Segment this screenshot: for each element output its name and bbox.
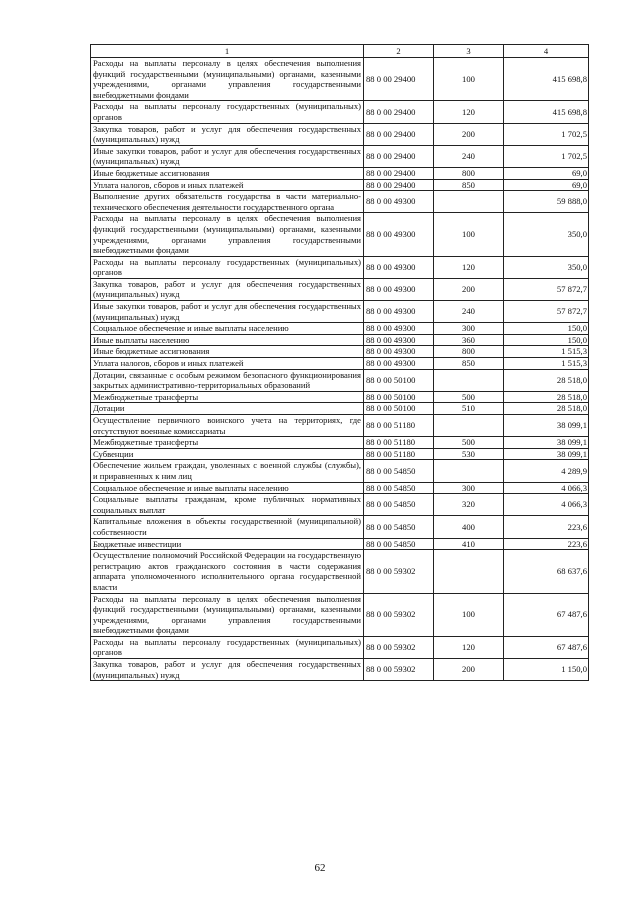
table-row — [91, 369, 589, 391]
row-type: 510 — [434, 403, 504, 415]
table-row — [91, 179, 589, 191]
header-cell-1: 1 — [91, 45, 364, 58]
row-name: Осуществление первичного воинского учета на территориях, где отсутствуют военные комиссариаты — [91, 415, 364, 437]
row-type: 120 — [434, 256, 504, 278]
table-row — [91, 58, 589, 101]
row-type: 200 — [434, 123, 504, 145]
table-row — [91, 346, 589, 358]
table-row — [91, 358, 589, 370]
row-code: 88 0 00 59302 — [364, 593, 434, 636]
table-row — [91, 538, 589, 550]
row-code: 88 0 00 49300 — [364, 323, 434, 335]
row-amount: 28 518,0 — [504, 403, 589, 415]
table-row — [91, 550, 589, 593]
row-amount: 1 702,5 — [504, 123, 589, 145]
table-row — [91, 213, 589, 256]
table-row — [91, 301, 589, 323]
row-type: 500 — [434, 437, 504, 449]
row-code: 88 0 00 50100 — [364, 391, 434, 403]
row-amount: 1 515,3 — [504, 358, 589, 370]
row-code: 88 0 00 59302 — [364, 636, 434, 658]
row-name: Закупка товаров, работ и услуг для обеспечения государственных (муниципальных) нужд — [91, 123, 364, 145]
page-number: 62 — [314, 862, 326, 874]
table-row — [91, 636, 589, 658]
table-header-row — [91, 45, 589, 58]
row-amount: 28 518,0 — [504, 369, 589, 391]
row-name: Иные бюджетные ассигнования — [91, 346, 364, 358]
row-amount: 1 702,5 — [504, 145, 589, 167]
row-name: Иные бюджетные ассигнования — [91, 167, 364, 179]
row-code: 88 0 00 51180 — [364, 437, 434, 449]
row-code: 88 0 00 51180 — [364, 448, 434, 460]
row-type — [434, 415, 504, 437]
row-code: 88 0 00 29400 — [364, 58, 434, 101]
row-type: 800 — [434, 346, 504, 358]
row-amount: 57 872,7 — [504, 301, 589, 323]
row-type: 240 — [434, 301, 504, 323]
row-amount: 38 099,1 — [504, 448, 589, 460]
row-amount: 57 872,7 — [504, 278, 589, 300]
row-code: 88 0 00 59302 — [364, 659, 434, 681]
row-code: 88 0 00 50100 — [364, 403, 434, 415]
row-type: 240 — [434, 145, 504, 167]
table-row — [91, 516, 589, 538]
table-row — [91, 659, 589, 681]
row-code: 88 0 00 54850 — [364, 538, 434, 550]
row-type: 200 — [434, 659, 504, 681]
row-code: 88 0 00 49300 — [364, 191, 434, 213]
row-type: 400 — [434, 516, 504, 538]
table-row — [91, 101, 589, 123]
row-type: 120 — [434, 636, 504, 658]
row-type: 850 — [434, 358, 504, 370]
table-row — [91, 391, 589, 403]
row-amount: 4 066,3 — [504, 494, 589, 516]
row-amount: 223,6 — [504, 516, 589, 538]
row-code: 88 0 00 29400 — [364, 101, 434, 123]
header-cell-2: 2 — [364, 45, 434, 58]
table-row — [91, 167, 589, 179]
row-name: Социальное обеспечение и иные выплаты населению — [91, 482, 364, 494]
row-name: Межбюджетные трансферты — [91, 391, 364, 403]
row-amount: 69,0 — [504, 179, 589, 191]
row-amount: 415 698,8 — [504, 58, 589, 101]
row-name: Социальное обеспечение и иные выплаты населению — [91, 323, 364, 335]
row-type: 100 — [434, 213, 504, 256]
row-type: 300 — [434, 323, 504, 335]
row-amount: 69,0 — [504, 167, 589, 179]
row-amount: 4 066,3 — [504, 482, 589, 494]
row-name: Расходы на выплаты персоналу государственных (муниципальных) органов — [91, 636, 364, 658]
row-type — [434, 191, 504, 213]
row-type — [434, 369, 504, 391]
row-name: Обеспечение жильем граждан, уволенных с военной службы (службы), и приравненных к ним лиц — [91, 460, 364, 482]
row-name: Дотации, связанные с особым режимом безопасного функционирования закрытых административно-территориальных образований — [91, 369, 364, 391]
row-code: 88 0 00 49300 — [364, 346, 434, 358]
row-amount: 68 637,6 — [504, 550, 589, 593]
row-amount: 59 888,0 — [504, 191, 589, 213]
row-type: 100 — [434, 58, 504, 101]
row-type — [434, 550, 504, 593]
row-amount: 4 289,9 — [504, 460, 589, 482]
table-row — [91, 494, 589, 516]
table-row — [91, 323, 589, 335]
table-row — [91, 334, 589, 346]
row-amount: 415 698,8 — [504, 101, 589, 123]
table-row — [91, 278, 589, 300]
row-code: 88 0 00 29400 — [364, 167, 434, 179]
row-type: 100 — [434, 593, 504, 636]
row-name: Капитальные вложения в объекты государственной (муниципальной) собственности — [91, 516, 364, 538]
row-type: 500 — [434, 391, 504, 403]
row-name: Субвенции — [91, 448, 364, 460]
row-code: 88 0 00 49300 — [364, 256, 434, 278]
table-row — [91, 123, 589, 145]
row-name: Выполнение других обязательств государства в части материально-технического обеспечения деятельности государственного органа — [91, 191, 364, 213]
table-row — [91, 593, 589, 636]
row-code: 88 0 00 29400 — [364, 123, 434, 145]
row-code: 88 0 00 49300 — [364, 213, 434, 256]
row-name: Уплата налогов, сборов и иных платежей — [91, 358, 364, 370]
row-type: 360 — [434, 334, 504, 346]
row-name: Расходы на выплаты персоналу государственных (муниципальных) органов — [91, 101, 364, 123]
row-amount: 28 518,0 — [504, 391, 589, 403]
row-name: Иные закупки товаров, работ и услуг для обеспечения государственных (муниципальных) нужд — [91, 145, 364, 167]
row-amount: 350,0 — [504, 213, 589, 256]
row-code: 88 0 00 54850 — [364, 494, 434, 516]
row-type: 300 — [434, 482, 504, 494]
row-amount: 38 099,1 — [504, 415, 589, 437]
row-amount: 38 099,1 — [504, 437, 589, 449]
row-amount: 67 487,6 — [504, 593, 589, 636]
row-code: 88 0 00 59302 — [364, 550, 434, 593]
row-amount: 223,6 — [504, 538, 589, 550]
row-code: 88 0 00 54850 — [364, 482, 434, 494]
table-row — [91, 448, 589, 460]
table-row — [91, 145, 589, 167]
table-row — [91, 191, 589, 213]
row-type — [434, 460, 504, 482]
row-code: 88 0 00 49300 — [364, 301, 434, 323]
row-name: Расходы на выплаты персоналу государственных (муниципальных) органов — [91, 256, 364, 278]
table-row — [91, 437, 589, 449]
row-name: Иные закупки товаров, работ и услуг для обеспечения государственных (муниципальных) нужд — [91, 301, 364, 323]
row-code: 88 0 00 51180 — [364, 415, 434, 437]
row-amount: 1 150,0 — [504, 659, 589, 681]
row-code: 88 0 00 54850 — [364, 460, 434, 482]
row-code: 88 0 00 49300 — [364, 358, 434, 370]
row-name: Расходы на выплаты персоналу в целях обеспечения выполнения функций государственными (муниципальными) органами, казенными учреждениями, органами управления государственными внебюджетными фондами — [91, 58, 364, 101]
header-cell-4: 4 — [504, 45, 589, 58]
row-type: 530 — [434, 448, 504, 460]
row-name: Уплата налогов, сборов и иных платежей — [91, 179, 364, 191]
row-amount: 150,0 — [504, 334, 589, 346]
table-row — [91, 403, 589, 415]
row-type: 200 — [434, 278, 504, 300]
row-name: Социальные выплаты гражданам, кроме публичных нормативных социальных выплат — [91, 494, 364, 516]
table-row — [91, 482, 589, 494]
row-code: 88 0 00 29400 — [364, 145, 434, 167]
row-name: Межбюджетные трансферты — [91, 437, 364, 449]
row-name: Бюджетные инвестиции — [91, 538, 364, 550]
header-cell-3: 3 — [434, 45, 504, 58]
row-name: Расходы на выплаты персоналу в целях обеспечения выполнения функций государственными (муниципальными) органами, казенными учреждениями, органами управления государственными внебюджетными фондами — [91, 593, 364, 636]
row-amount: 1 515,3 — [504, 346, 589, 358]
row-name: Закупка товаров, работ и услуг для обеспечения государственных (муниципальных) нужд — [91, 659, 364, 681]
row-code: 88 0 00 29400 — [364, 179, 434, 191]
row-type: 120 — [434, 101, 504, 123]
row-code: 88 0 00 49300 — [364, 278, 434, 300]
row-name: Иные выплаты населению — [91, 334, 364, 346]
row-code: 88 0 00 50100 — [364, 369, 434, 391]
row-name: Дотации — [91, 403, 364, 415]
table-row — [91, 460, 589, 482]
row-name: Осуществление полномочий Российской Федерации на государственную регистрацию актов гражданского состояния в части содержания аппарата уполномоченного исполнительного органа государственной власти — [91, 550, 364, 593]
row-code: 88 0 00 49300 — [364, 334, 434, 346]
row-type: 320 — [434, 494, 504, 516]
row-type: 410 — [434, 538, 504, 550]
budget-table — [90, 44, 589, 681]
row-code: 88 0 00 54850 — [364, 516, 434, 538]
row-name: Расходы на выплаты персоналу в целях обеспечения выполнения функций государственными (муниципальными) органами, казенными учреждениями, органами управления государственными внебюджетными фондами — [91, 213, 364, 256]
row-amount: 67 487,6 — [504, 636, 589, 658]
row-name: Закупка товаров, работ и услуг для обеспечения государственных (муниципальных) нужд — [91, 278, 364, 300]
row-amount: 150,0 — [504, 323, 589, 335]
table-row — [91, 256, 589, 278]
row-type: 850 — [434, 179, 504, 191]
row-type: 800 — [434, 167, 504, 179]
row-amount: 350,0 — [504, 256, 589, 278]
table-row — [91, 415, 589, 437]
